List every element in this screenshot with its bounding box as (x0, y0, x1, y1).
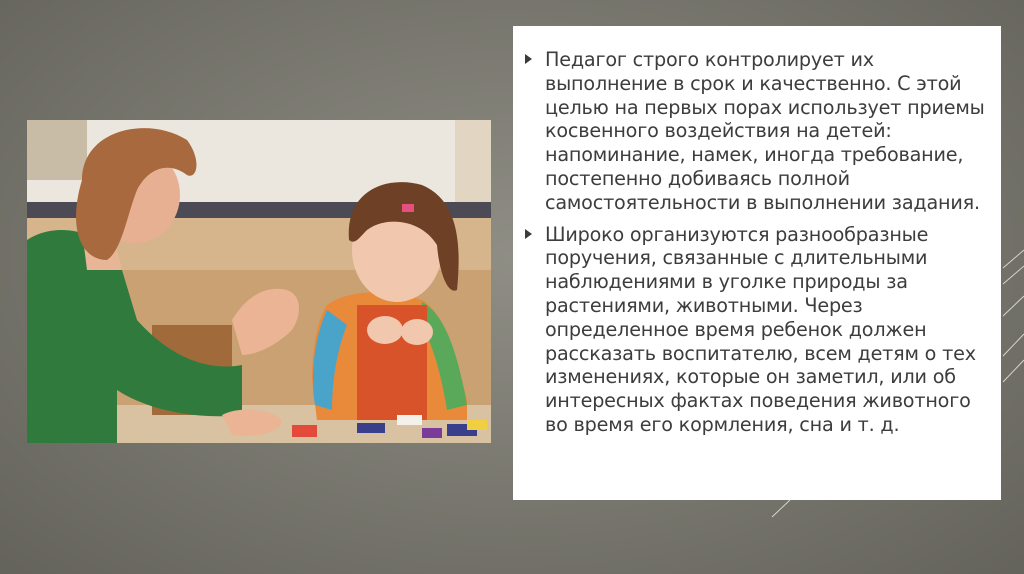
triangle-bullet-icon (525, 54, 532, 64)
bullet-list (525, 48, 989, 437)
bullet-item (525, 223, 989, 437)
teacher-child-photo (27, 120, 491, 443)
text-panel (513, 26, 1001, 500)
bullet-text: Педагог строго контролирует их выполнение в срок и качественно. С этой целью на первых порах использует приемы косвенного воздействия на детей: напоминание, намек, иногда требование, постепенно добиваясь полной самостоятельности в выполнении задания. (545, 48, 985, 214)
triangle-bullet-icon (525, 229, 532, 239)
bullet-text: Широко организуются разнообразные поручения, связанные с длительными наблюдениями в уголке природы за растениями, животными. Через определенное время ребенок должен рассказать воспитателю, всем детям о тех изменениях, которые он заметил, или об интересных фактах поведения животного во время его кормления, сна и т. д. (545, 222, 976, 436)
bullet-item (525, 48, 989, 215)
